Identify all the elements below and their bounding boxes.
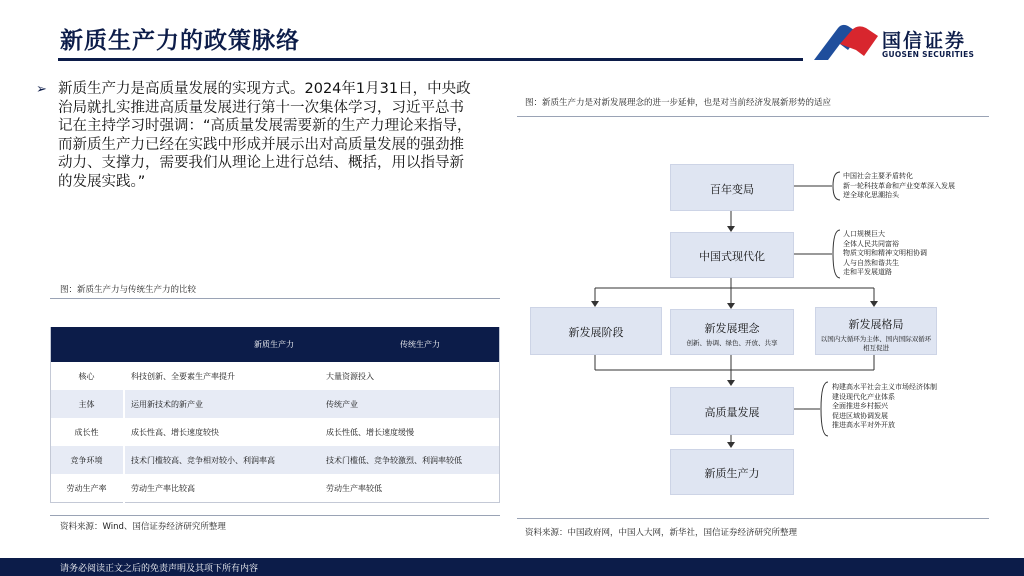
note-line: 物质文明和精神文明相协调: [843, 249, 927, 257]
note-line: 人口规模巨大: [843, 230, 885, 238]
flow-caption: 图：新质生产力是对新发展理念的进一步延伸，也是对当前经济发展新形势的适应: [525, 98, 832, 108]
note-line: 中国社会主要矛盾转化: [843, 172, 913, 180]
table-caption: 图：新质生产力与传统生产力的比较: [60, 285, 197, 295]
flow-source: 资料来源：中国政府网，中国人大网，新华社，国信证券经济研究所整理: [525, 528, 798, 538]
box-label: 新质生产力: [704, 467, 760, 480]
table-cell: 技术门槛较高、竞争相对较小、利润率高: [124, 446, 320, 474]
table-cell: 技术门槛低、竞争较激烈、利润率较低: [320, 446, 500, 474]
table-cell: 成长性: [51, 418, 125, 446]
box-chinese-modernization: [670, 232, 794, 278]
box-new-pattern: [815, 307, 937, 355]
table-cell: 科技创新、全要素生产率提升: [131, 371, 235, 381]
box-new-productivity: [670, 449, 794, 495]
box-sublabel: 创新、协调、绿色、开放、共享: [686, 339, 778, 347]
note-line: 促进区域协调发展: [832, 411, 888, 420]
box-sublabel: 以国内大循环为主体、国内国际双循环相互促进: [820, 335, 932, 352]
box-new-concept: [670, 309, 794, 355]
note-line: 逆全球化思潮抬头: [843, 191, 899, 199]
note-line: 走和平发展道路: [843, 268, 892, 276]
table-cell: 主体: [51, 390, 125, 418]
note-line: 构建高水平社会主义市场经济体制: [832, 383, 937, 391]
box-label: 百年变局: [710, 183, 754, 196]
note-line: 新一轮科技革命和产业变革深入发展: [843, 181, 955, 190]
note-bainian: [843, 172, 955, 201]
intro-paragraph: 新质生产力是高质量发展的实现方式。2024年1月31日，中央政治局就扎实推进高质量发展进行第十一次集体学习，习近平总书记在主持学习时强调：“高质量发展需要新的生产力理论来指导，而新质生产力已经在实践中形成并展示出对高质量发展的强劲推动力、支撑力，需要我们从理论上进行总结、概括，用以指导新的发展实践。”: [58, 81, 472, 190]
table-cell: 劳动生产率较低: [320, 474, 500, 503]
table-cell: 成长性高、增长速度较快: [131, 427, 219, 437]
flow-source-rule: [517, 518, 989, 519]
page-title: 新质生产力的政策脉络: [60, 28, 300, 54]
table-source: 资料来源：Wind、国信证券经济研究所整理: [60, 522, 226, 532]
table-header-cell: 新质生产力: [124, 327, 320, 362]
table-cell: 成长性低、增长速度缓慢: [326, 427, 414, 437]
footer-disclaimer: 请务必阅读正文之后的免责声明及其项下所有内容: [60, 564, 259, 574]
table-cell: 运用新技术的新产业: [124, 390, 320, 418]
note-line: 全面推进乡村振兴: [832, 402, 888, 410]
note-line: 推进高水平对外开放: [832, 421, 895, 429]
table-cell: 大量资源投入: [326, 371, 374, 381]
table-cell: 竞争环境: [51, 446, 125, 474]
note-high-quality: [832, 383, 937, 431]
box-new-stage: [530, 307, 662, 355]
logo-english: GUOSEN SECURITIES: [882, 50, 975, 59]
box-label: 新发展阶段: [568, 326, 624, 339]
box-label: 新发展理念: [704, 322, 760, 335]
table-cell: 劳动生产率: [51, 474, 125, 503]
box-bainian-biange: [670, 164, 794, 211]
note-line: 人与自然和谐共生: [843, 258, 899, 267]
table-cell: 核心: [51, 362, 125, 390]
table-header-cell: 传统生产力: [320, 327, 500, 362]
note-line: 建设现代化产业体系: [832, 392, 895, 401]
box-label: 新发展格局: [848, 318, 904, 331]
table-cell: 劳动生产率比较高: [124, 474, 320, 503]
box-high-quality-development: [670, 387, 794, 435]
box-label: 高质量发展: [704, 406, 760, 419]
box-label: 中国式现代化: [699, 250, 765, 263]
table-cell: 传统产业: [320, 390, 500, 418]
bullet-arrow-icon: ➢: [36, 82, 47, 97]
note-modernization: [843, 230, 927, 278]
logo-name: 国信证券: [882, 30, 967, 52]
note-line: 全体人民共同富裕: [843, 239, 899, 248]
